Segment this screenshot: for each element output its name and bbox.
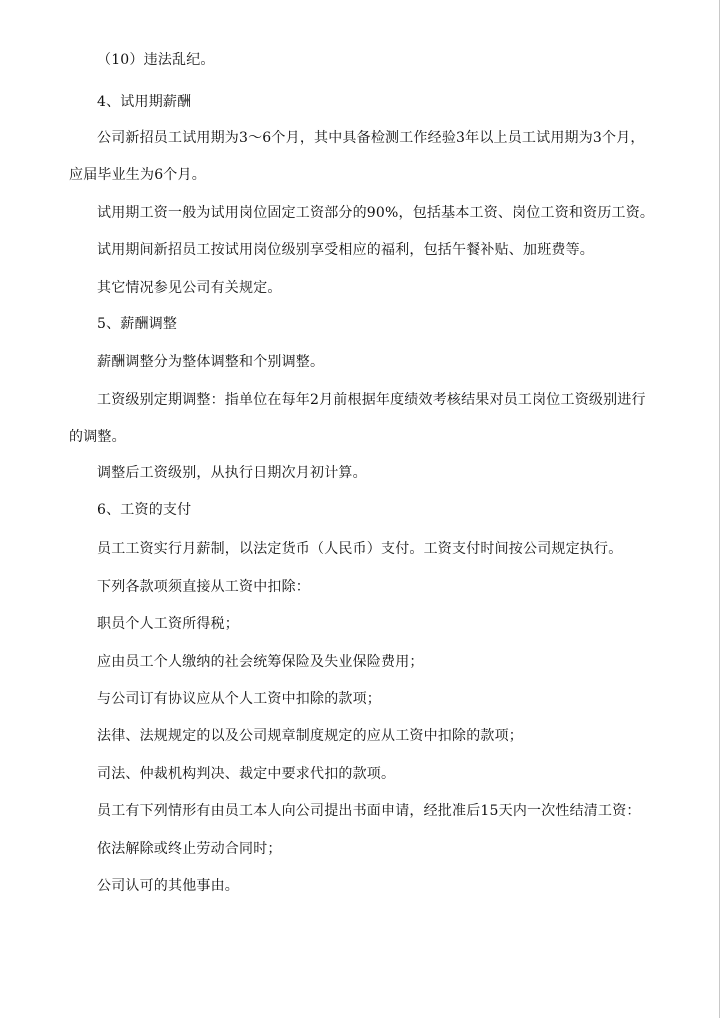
paragraph-line: 薪酬调整分为整体调整和个别调整。: [97, 354, 325, 370]
paragraph-line: 员工有下列情形有由员工本人向公司提出书面申请，经批准后15天内一次性结清工资：: [97, 803, 641, 819]
list-item: 与公司订有协议应从个人工资中扣除的款项；: [97, 691, 381, 707]
list-item: 职员个人工资所得税；: [97, 616, 239, 632]
paragraph-line: 下列各款项须直接从工资中扣除：: [97, 579, 310, 595]
section-heading-pay-adjustment: 5、薪酬调整: [97, 316, 178, 332]
section-heading-salary-payment: 6、工资的支付: [97, 502, 192, 518]
paragraph-line: 调整后工资级别，从执行日期次月初计算。: [97, 465, 367, 481]
paragraph-line: 应届毕业生为6个月。: [69, 167, 206, 183]
paragraph-line: 员工工资实行月薪制，以法定货币（人民币）支付。工资支付时间按公司规定执行。: [97, 541, 623, 557]
paragraph-line: 的调整。: [69, 429, 126, 445]
list-item: 应由员工个人缴纳的社会统筹保险及失业保险费用；: [97, 654, 424, 670]
paragraph-line: 试用期工资一般为试用岗位固定工资部分的90%，包括基本工资、岗位工资和资历工资。: [97, 205, 655, 221]
paragraph-line: 公司新招员工试用期为3～6个月，其中具备检测工作经验3年以上员工试用期为3个月，: [97, 130, 645, 146]
paragraph-line: 其它情况参见公司有关规定。: [97, 280, 282, 296]
list-item: 依法解除或终止劳动合同时；: [97, 841, 282, 857]
paragraph-line: 试用期间新招员工按试用岗位级别享受相应的福利，包括午餐补贴、加班费等。: [97, 242, 594, 258]
paragraph-line: 工资级别定期调整：指单位在每年2月前根据年度绩效考核结果对员工岗位工资级别进行: [97, 392, 646, 408]
list-item: 司法、仲裁机构判决、裁定中要求代扣的款项。: [97, 766, 396, 782]
list-item-violation: （10）违法乱纪。: [97, 52, 215, 68]
section-heading-probation-pay: 4、试用期薪酬: [97, 94, 192, 110]
list-item: 法律、法规规定的以及公司规章制度规定的应从工资中扣除的款项；: [97, 728, 523, 744]
list-item: 公司认可的其他事由。: [97, 878, 239, 894]
